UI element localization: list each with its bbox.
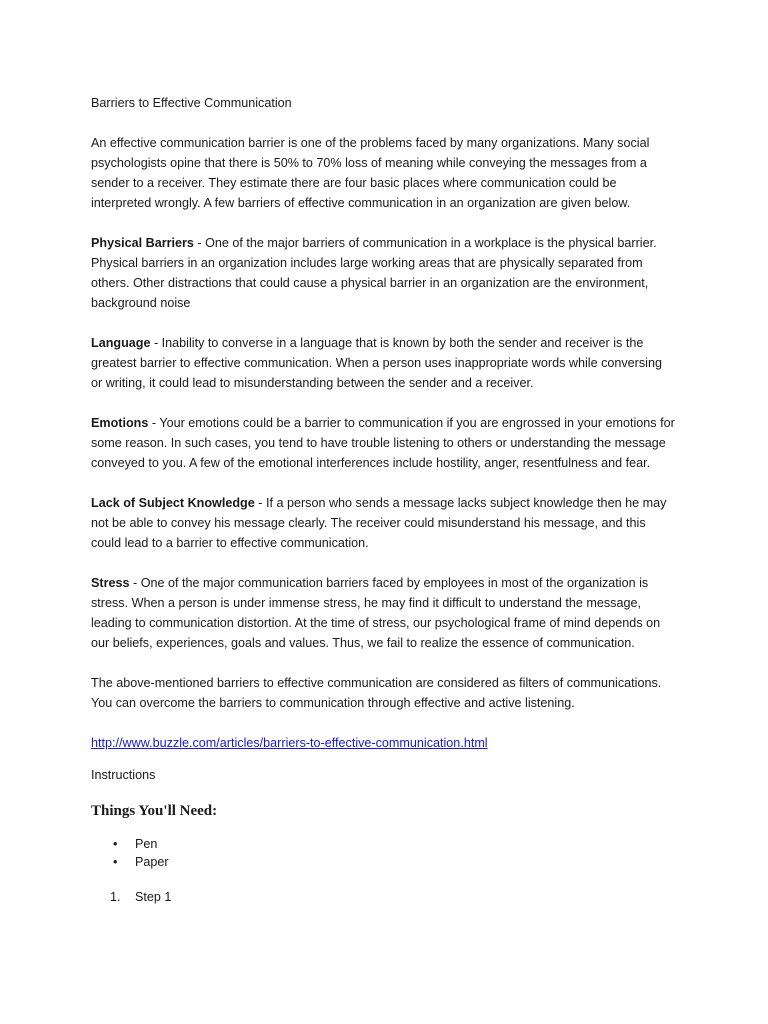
list-item — [91, 835, 676, 853]
bullet-icon: • — [113, 855, 118, 869]
section-text: - If a person who sends a message lacks subject knowledge then he may not be able to convey his message clearly. The receiver could misunderstand his message, and this could lead to a barrier to effective communication. — [91, 496, 667, 550]
section-term: Language — [91, 336, 151, 350]
section-term: Stress — [91, 576, 130, 590]
list-item — [91, 853, 676, 871]
section-term: Lack of Subject Knowledge — [91, 496, 255, 510]
conclusion-paragraph: The above-mentioned barriers to effective communication are considered as filters of communications. You can overcome the barriers to communication through effective and active listening. — [91, 676, 662, 710]
intro-paragraph: An effective communication barrier is one of the problems faced by many organizations. Many social psychologists opine that there is 50% to 70% loss of meaning while conveying the messages from a sender to a receiver. They estimate there are four basic places where communication could be interpreted wrongly. A few barriers of effective communication in an organization are given below. — [91, 136, 650, 210]
step-number: 1. — [110, 890, 121, 904]
things-needed-heading: Things You'll Need: — [91, 803, 218, 819]
section-text: - Your emotions could be a barrier to communication if you are engrossed in your emotions for some reason. In such cases, you tend to have trouble listening to others or understanding the message conveyed to you. A few of the emotional interferences include hostility, anger, resentfulness and fear. — [91, 416, 675, 470]
section-text: - Inability to converse in a language that is known by both the sender and receiver is the greatest barrier to effective communication. When a person uses inappropriate words while conversing or writing, it could lead to misunderstanding between the sender and a receiver. — [91, 336, 662, 390]
things-needed-list — [91, 835, 676, 871]
section-lack-of-subject-knowledge — [91, 493, 676, 553]
section-emotions — [91, 413, 676, 473]
section-term: Emotions — [91, 416, 149, 430]
instructions-label: Instructions — [91, 768, 156, 782]
list-item-label: Paper — [135, 855, 169, 869]
section-physical-barriers — [91, 233, 676, 313]
step-label: Step 1 — [135, 890, 172, 904]
section-stress — [91, 573, 676, 653]
section-text: - One of the major communication barriers faced by employees in most of the organization is stress. When a person is under immense stress, he may find it difficult to understand the message, leading to communication distortion. At the time of stress, our psychological frame of mind depends on our beliefs, experiences, goals and values. Thus, we fail to realize the essence of communication. — [91, 576, 661, 650]
section-language — [91, 333, 676, 393]
bullet-icon: • — [113, 837, 118, 851]
list-item — [91, 888, 676, 906]
document-title: Barriers to Effective Communication — [91, 96, 292, 110]
list-item-label: Pen — [135, 837, 158, 851]
steps-list — [91, 888, 676, 906]
document-body — [91, 93, 676, 906]
section-text: - One of the major barriers of communication in a workplace is the physical barrier. Physical barriers in an organization includes large working areas that are physically separated from others. Other distractions that could cause a physical barrier in an organization are the environment, background noise — [91, 236, 657, 310]
source-link[interactable]: http://www.buzzle.com/articles/barriers-to-effective-communication.html — [91, 736, 488, 750]
section-term: Physical Barriers — [91, 236, 194, 250]
